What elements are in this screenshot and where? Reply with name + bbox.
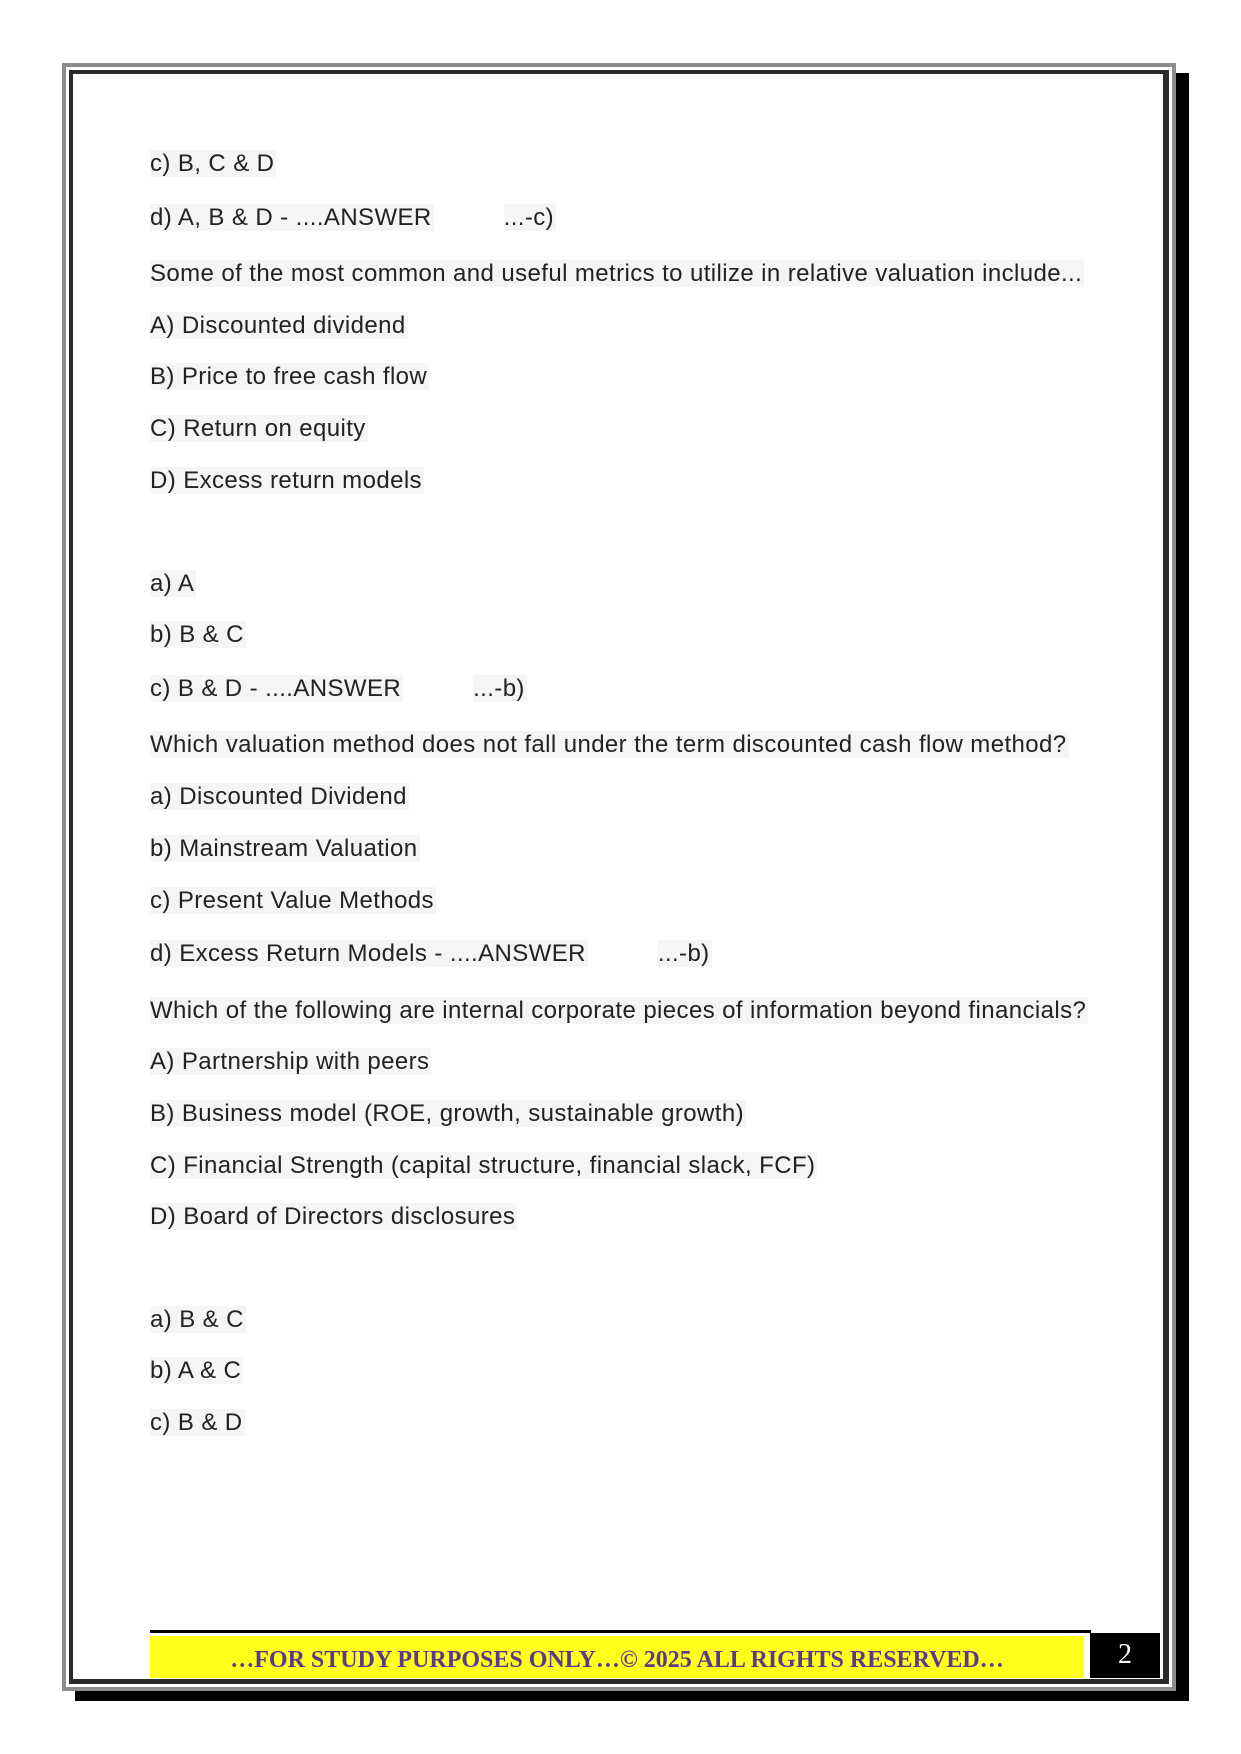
choice-line: C) Return on equity bbox=[150, 415, 366, 442]
choice-line: D) Excess return models bbox=[150, 467, 422, 494]
footer-text: …FOR STUDY PURPOSES ONLY…© 2025 ALL RIGHTS RESERVED… bbox=[230, 1647, 1004, 1673]
page-number-label: 2 bbox=[1118, 1639, 1132, 1670]
choice-line: C) Financial Strength (capital structure, financial slack, FCF) bbox=[150, 1152, 816, 1179]
choice-line: D) Board of Directors disclosures bbox=[150, 1203, 516, 1230]
option-line: c) Present Value Methods bbox=[150, 887, 434, 914]
question-text: Which of the following are internal corporate pieces of information beyond financials? bbox=[150, 997, 1087, 1024]
choice-line: A) Discounted dividend bbox=[150, 312, 406, 339]
question-text: Some of the most common and useful metrics to utilize in relative valuation include... bbox=[150, 260, 1083, 287]
page-number bbox=[1090, 1633, 1160, 1678]
footer-divider bbox=[150, 1630, 1091, 1633]
choice-line: B) Price to free cash flow bbox=[150, 363, 428, 390]
footer-banner bbox=[150, 1636, 1084, 1678]
option-line: a) Discounted Dividend bbox=[150, 783, 407, 810]
answer-line: c) B & D - ....ANSWER ...-b) bbox=[150, 675, 525, 702]
choice-line: A) Partnership with peers bbox=[150, 1048, 430, 1075]
option-line: a) B & C bbox=[150, 1306, 244, 1333]
option-line: b) B & C bbox=[150, 621, 244, 648]
answer-line: d) Excess Return Models - ....ANSWER ...-b) bbox=[150, 940, 710, 967]
question-text: Which valuation method does not fall under the term discounted cash flow method? bbox=[150, 731, 1067, 758]
option-line: a) A bbox=[150, 570, 195, 597]
option-line: c) B, C & D bbox=[150, 150, 275, 177]
option-line: c) B & D bbox=[150, 1409, 243, 1436]
answer-line: d) A, B & D - ....ANSWER ...-c) bbox=[150, 204, 555, 231]
page-frame bbox=[62, 63, 1176, 1691]
option-line: b) Mainstream Valuation bbox=[150, 835, 418, 862]
choice-line: B) Business model (ROE, growth, sustainable growth) bbox=[150, 1100, 744, 1127]
option-line: b) A & C bbox=[150, 1357, 242, 1384]
